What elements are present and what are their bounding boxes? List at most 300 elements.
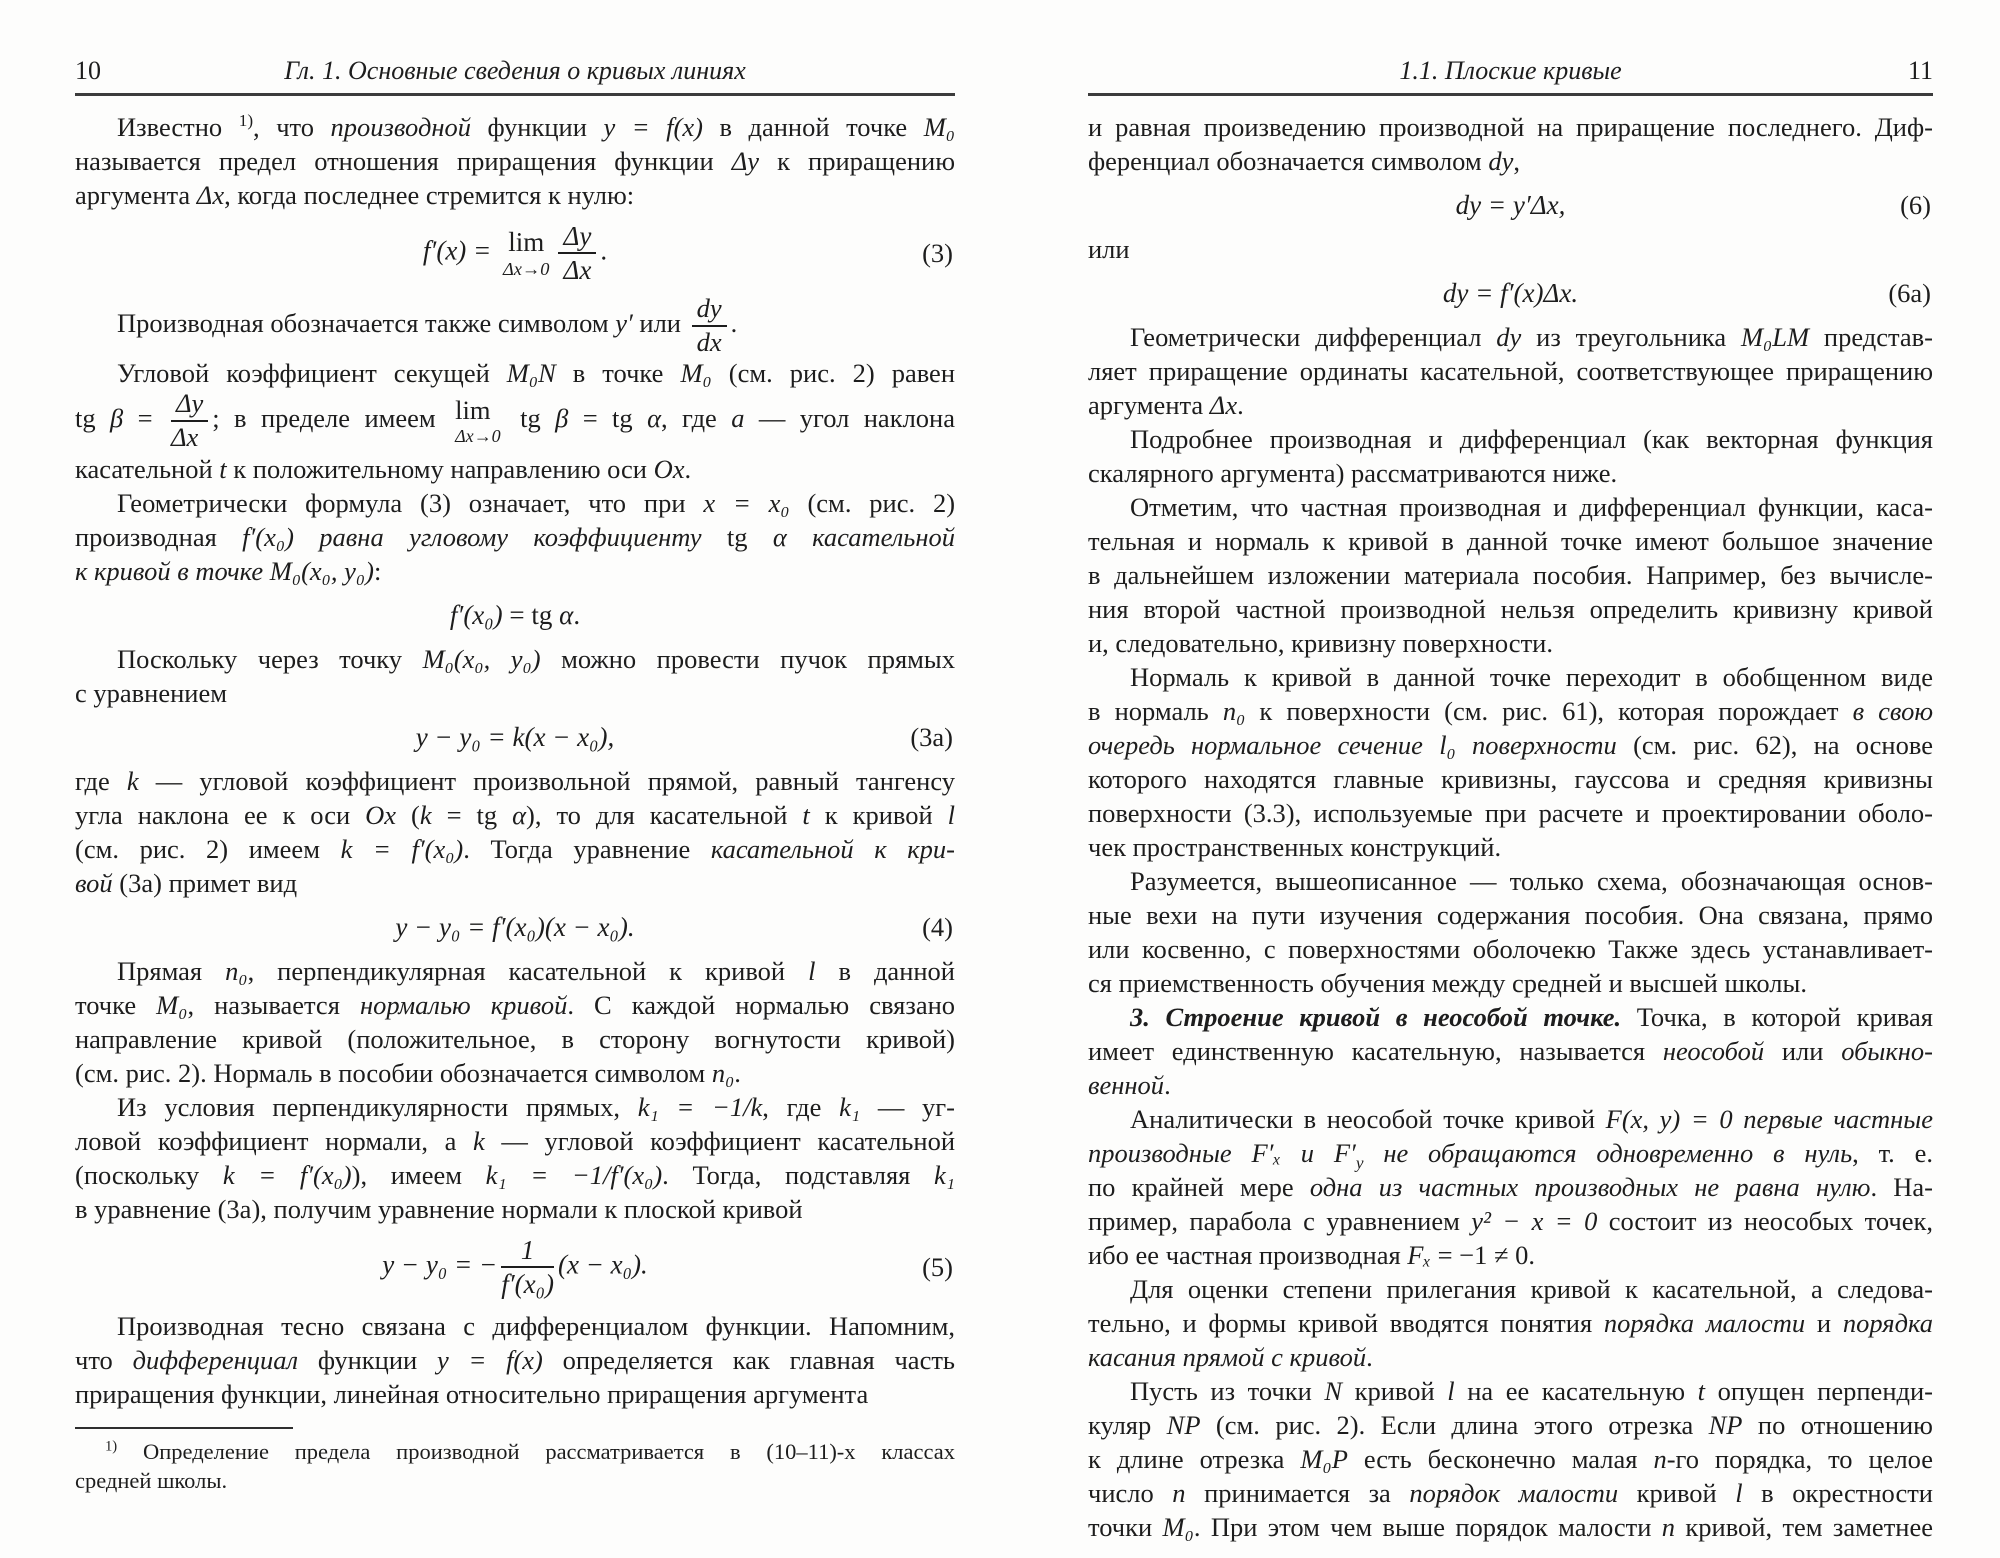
text-run: Подробнее производная и дифференциал (как векторная функция bbox=[1130, 424, 1933, 454]
text-run: ибо ее частная производная bbox=[1088, 1240, 1408, 1270]
text-run: 3. Строение кривой в неособой точке. bbox=[1130, 1002, 1622, 1032]
text-run: или bbox=[632, 307, 688, 338]
paragraph bbox=[1088, 110, 1933, 178]
text-run: (см. рис. 2). Если длина этого отрезка bbox=[1200, 1410, 1709, 1440]
limit-subscript: Δx→0 bbox=[503, 258, 550, 279]
text-line bbox=[75, 1158, 955, 1192]
text-line bbox=[1088, 388, 1933, 422]
text-run: M₀P bbox=[1300, 1444, 1348, 1474]
text-run: k bbox=[419, 799, 432, 830]
text-line bbox=[1088, 1034, 1933, 1068]
text-run: t bbox=[802, 799, 810, 830]
text-run: — угловой коэффициент произвольной прямой, равный тангенсу bbox=[138, 765, 955, 796]
text-run: y = f(x) bbox=[436, 1344, 543, 1375]
equation-body bbox=[416, 720, 615, 754]
text-line bbox=[75, 1192, 955, 1226]
text-line bbox=[1088, 110, 1933, 144]
paragraph bbox=[75, 642, 955, 710]
text-run: k₁ bbox=[839, 1091, 861, 1122]
text-run: скалярного аргумента) рассматриваются ниже. bbox=[1088, 458, 1618, 488]
text-run: нормалью кривой bbox=[359, 989, 568, 1020]
text-run: n bbox=[1172, 1478, 1186, 1508]
text-line bbox=[75, 676, 955, 710]
text-line bbox=[1088, 524, 1933, 558]
text-run: опущен перпенди- bbox=[1705, 1376, 1933, 1406]
paragraph bbox=[75, 764, 955, 900]
text-run: тельная и нормаль к кривой в данной точке имеют большое значение bbox=[1088, 526, 1933, 556]
text-run: представ- bbox=[1809, 322, 1933, 352]
text-run: чек пространственных конструкций. bbox=[1088, 832, 1502, 862]
text-line bbox=[75, 520, 955, 554]
text-line bbox=[1088, 1170, 1933, 1204]
text-line bbox=[1088, 660, 1933, 694]
text-run: , когда последнее стремится к нулю: bbox=[224, 180, 635, 210]
text-run: или bbox=[1764, 1036, 1842, 1066]
fraction bbox=[558, 222, 596, 285]
text-line bbox=[75, 1022, 955, 1056]
equation-number: (3а) bbox=[910, 721, 953, 752]
text-run: аргумента bbox=[75, 180, 197, 210]
text-line bbox=[1088, 830, 1933, 864]
text-run: . Тогда уравнение bbox=[463, 833, 711, 864]
text-run: . bbox=[1164, 1070, 1171, 1100]
text-run: в данной bbox=[815, 955, 955, 986]
text-line bbox=[1088, 1272, 1933, 1306]
text-run: . Тогда, подставляя bbox=[662, 1159, 935, 1190]
text-line bbox=[1088, 966, 1933, 1000]
text-run: . bbox=[1237, 390, 1244, 420]
text-run: есть бесконечно малая bbox=[1347, 1444, 1654, 1474]
text-line bbox=[75, 1377, 955, 1411]
text-line bbox=[1088, 456, 1933, 490]
text-run: . bbox=[600, 235, 608, 266]
text-line bbox=[1088, 1510, 1933, 1544]
paragraph bbox=[75, 110, 955, 212]
fraction-numerator: Δy bbox=[558, 222, 596, 254]
text-run: , перпендикулярная касательной к кривой bbox=[247, 955, 809, 986]
text-line bbox=[1088, 898, 1933, 932]
fraction-denominator: Δx bbox=[170, 422, 199, 453]
text-run: принимается за bbox=[1185, 1478, 1410, 1508]
text-run: M₀ bbox=[1162, 1512, 1194, 1542]
text-run: ференциал обозначается символом bbox=[1088, 146, 1489, 176]
text-line bbox=[75, 1056, 955, 1090]
text-run: tg bbox=[726, 521, 773, 552]
paragraph bbox=[75, 356, 955, 486]
text-run: Прямая bbox=[117, 955, 226, 986]
text-run: — угловой коэффициент касательной bbox=[484, 1125, 955, 1156]
text-run: n₀ bbox=[711, 1057, 735, 1088]
text-run: , что bbox=[253, 112, 331, 142]
text-run: . На- bbox=[1870, 1172, 1933, 1202]
text-run: l bbox=[947, 799, 956, 830]
text-line bbox=[75, 178, 955, 212]
fraction-denominator: Δx bbox=[563, 255, 592, 286]
text-run: Для оценки степени прилегания кривой к касательной, а следова- bbox=[1130, 1274, 1933, 1304]
text-run: в свою bbox=[1852, 696, 1933, 726]
text-run: dy bbox=[1488, 146, 1514, 176]
text-run: -го порядка, то целое bbox=[1666, 1444, 1934, 1474]
text-run: 1) bbox=[238, 111, 254, 131]
equation bbox=[1088, 276, 1933, 310]
paragraph bbox=[75, 954, 955, 1090]
text-line bbox=[1088, 1238, 1933, 1272]
paragraph bbox=[1088, 1000, 1933, 1102]
text-run: y² − x = 0 bbox=[1471, 1206, 1598, 1236]
text-line bbox=[1088, 694, 1933, 728]
running-title: Гл. 1. Основные сведения о кривых линиях bbox=[284, 56, 746, 85]
equation bbox=[1088, 188, 1933, 222]
text-run: k₁ bbox=[934, 1159, 955, 1190]
text-run: Поскольку через точку bbox=[117, 643, 423, 674]
text-line bbox=[75, 144, 955, 178]
text-run: направление кривой (положительное, в сторону вогнутости кривой) bbox=[75, 1023, 955, 1054]
text-run: кривой, тем заметнее bbox=[1675, 1512, 1933, 1542]
text-run: Производная обозначается также символом bbox=[117, 307, 616, 338]
text-run: 1) bbox=[105, 1438, 118, 1455]
text-line bbox=[75, 866, 955, 900]
text-line bbox=[1088, 558, 1933, 592]
text-run: Аналитически в неособой точке кривой bbox=[1130, 1104, 1606, 1134]
text-run: называется предел отношения приращения функции bbox=[75, 146, 732, 176]
equation-body bbox=[423, 222, 607, 285]
fraction-denominator: f′(x₀) bbox=[501, 1269, 554, 1300]
text-run: f′(x) = bbox=[422, 235, 499, 266]
text-run: α bbox=[559, 599, 574, 630]
text-run: . bbox=[734, 1057, 741, 1088]
limit-operator bbox=[455, 394, 501, 447]
text-run: , т. е. bbox=[1852, 1138, 1933, 1168]
text-run: β bbox=[555, 403, 569, 434]
text-run: ), имеем bbox=[351, 1159, 486, 1190]
text-run: F(x, y) = 0 bbox=[1605, 1104, 1733, 1134]
text-run: dy = f′(x)Δx. bbox=[1442, 278, 1579, 308]
text-run: Известно bbox=[117, 112, 239, 142]
text-run: производные F′ₓ и F′ bbox=[1088, 1138, 1356, 1168]
equation bbox=[75, 720, 955, 754]
text-run: касательной bbox=[75, 453, 220, 484]
text-run: , называется bbox=[187, 989, 360, 1020]
text-run: по крайней мере bbox=[1088, 1172, 1310, 1202]
text-line bbox=[1088, 490, 1933, 524]
text-run: состоит из неособых точек, bbox=[1597, 1206, 1933, 1236]
text-run: что bbox=[75, 1344, 133, 1375]
text-run: в данной точке bbox=[702, 112, 924, 142]
page-body-left bbox=[75, 110, 955, 1495]
text-line bbox=[75, 1437, 955, 1466]
text-run: = tg bbox=[502, 599, 560, 630]
text-run: k bbox=[472, 1125, 485, 1156]
paragraph bbox=[75, 292, 955, 357]
text-run: касания прямой с кривой bbox=[1088, 1342, 1367, 1372]
text-run: очередь нормальное сечение l₀ поверхности bbox=[1088, 730, 1617, 760]
text-run: Геометрически дифференциал bbox=[1130, 322, 1497, 352]
paragraph bbox=[75, 1090, 955, 1226]
paragraph bbox=[1088, 1374, 1933, 1544]
text-line bbox=[1088, 728, 1933, 762]
text-run bbox=[1733, 1104, 1744, 1134]
text-run: в дальнейшем изложении материала пособия. Например, без вычисле- bbox=[1088, 560, 1933, 590]
text-run: tg bbox=[505, 403, 556, 434]
fraction bbox=[501, 1236, 554, 1299]
text-run: M₀ bbox=[923, 112, 955, 142]
equation-number: (3) bbox=[922, 238, 953, 269]
text-run: ные вехи на пути изучения содержания пособия. Она связана, прямо bbox=[1088, 900, 1933, 930]
text-run: ляет приращение ординаты касательной, соответствующее приращению bbox=[1088, 356, 1933, 386]
fraction-denominator: dx bbox=[696, 326, 722, 357]
text-line bbox=[75, 954, 955, 988]
text-run: кривой bbox=[1342, 1376, 1448, 1406]
text-line bbox=[75, 764, 955, 798]
text-run: имеет единственную касательную, называется bbox=[1088, 1036, 1663, 1066]
text-line bbox=[75, 1309, 955, 1343]
text-run: и, следовательно, кривизну поверхности. bbox=[1088, 628, 1553, 658]
text-run: α bbox=[512, 799, 527, 830]
text-run: l bbox=[808, 955, 816, 986]
paragraph bbox=[75, 486, 955, 588]
text-run: l bbox=[1735, 1478, 1743, 1508]
text-run: Нормаль к кривой в данной точке переходит в обобщенном виде bbox=[1130, 662, 1933, 692]
text-run: пример, парабола с уравнением bbox=[1088, 1206, 1472, 1236]
text-run: к поверхности (см. рис. 61), которая порождает bbox=[1245, 696, 1853, 726]
text-line bbox=[1088, 796, 1933, 830]
text-line bbox=[1088, 932, 1933, 966]
equation bbox=[75, 598, 955, 632]
text-run: k bbox=[126, 765, 139, 796]
fraction-numerator: 1 bbox=[501, 1236, 554, 1268]
text-line bbox=[1088, 232, 1933, 266]
text-run: y − y₀ = − bbox=[382, 1249, 498, 1280]
text-run: ), то для касательной bbox=[526, 799, 803, 830]
paragraph bbox=[1088, 1272, 1933, 1374]
text-run: Δy bbox=[731, 146, 760, 176]
text-run: , где bbox=[661, 403, 732, 434]
text-run: . bbox=[730, 307, 738, 338]
text-line bbox=[1088, 1068, 1933, 1102]
text-run: ( bbox=[396, 799, 420, 830]
text-line bbox=[1088, 1340, 1933, 1374]
text-run: касательной к кри- bbox=[710, 833, 955, 864]
paragraph bbox=[1088, 422, 1933, 490]
paragraph bbox=[1088, 320, 1933, 422]
text-run: в окрестности bbox=[1742, 1478, 1933, 1508]
text-run: — уг- bbox=[860, 1091, 955, 1122]
text-run: одна из частных производных не равна нулю bbox=[1309, 1172, 1871, 1202]
text-line bbox=[1088, 1408, 1933, 1442]
text-run: = bbox=[123, 403, 167, 434]
page-number: 11 bbox=[1907, 56, 1933, 85]
fraction-numerator: dy bbox=[692, 295, 727, 327]
text-run: (3а) примет вид bbox=[112, 867, 298, 898]
text-line bbox=[1088, 1102, 1933, 1136]
text-run: f′(x₀) bbox=[449, 599, 503, 630]
text-run: Δx bbox=[196, 180, 225, 210]
text-run: dy bbox=[1496, 322, 1522, 352]
text-run: k = f′(x₀) bbox=[340, 833, 464, 864]
text-run: порядок малости bbox=[1409, 1478, 1619, 1508]
text-run: или bbox=[1088, 234, 1130, 264]
text-run: = −1 ≠ 0. bbox=[1431, 1240, 1536, 1270]
text-line bbox=[1088, 592, 1933, 626]
text-line bbox=[1088, 1136, 1933, 1173]
equation bbox=[75, 910, 955, 944]
footnote bbox=[75, 1437, 955, 1495]
text-run: к кривой в точке M₀(x₀, y₀) bbox=[75, 555, 374, 586]
text-line bbox=[1088, 626, 1933, 660]
text-run: ; в пределе имеем bbox=[212, 403, 451, 434]
text-run: поверхности (3.3), используемые при расчете и проектировании оболо- bbox=[1088, 798, 1933, 828]
text-run: Из условия перпендикулярности прямых, bbox=[117, 1091, 638, 1122]
text-run: тельно, и формы кривой вводятся понятия bbox=[1088, 1308, 1604, 1338]
equation-body bbox=[1443, 276, 1578, 310]
text-line bbox=[75, 1343, 955, 1377]
text-run: к приращению bbox=[759, 146, 955, 176]
text-run: M₀ bbox=[680, 358, 712, 389]
text-run: к длине отрезка bbox=[1088, 1444, 1301, 1474]
text-run: x = x₀ bbox=[703, 487, 790, 518]
fraction bbox=[692, 292, 727, 357]
text-line bbox=[1088, 762, 1933, 796]
text-line bbox=[75, 390, 955, 452]
text-run: n bbox=[1661, 1512, 1676, 1542]
text-run: угла наклона ее к оси bbox=[75, 799, 366, 830]
text-line bbox=[75, 798, 955, 832]
text-run: , bbox=[1513, 146, 1520, 176]
text-run: y − y₀ = k(x − x₀), bbox=[415, 721, 615, 752]
text-run: к кривой bbox=[809, 799, 948, 830]
text-run: не обращаются одновременно в нуль bbox=[1363, 1138, 1853, 1168]
text-run: которого находятся главные кривизны, гауссова и средняя кривизны bbox=[1088, 764, 1933, 794]
text-run: в точке bbox=[555, 358, 681, 389]
text-line bbox=[75, 110, 955, 144]
text-run: Ox bbox=[653, 453, 685, 484]
text-run: Геометрически формула (3) означает, что при bbox=[117, 487, 704, 518]
text-run: Отметим, что частная производная и дифференциал функции, каса- bbox=[1130, 492, 1933, 522]
text-run: число bbox=[1088, 1478, 1173, 1508]
text-run: dy = y′Δx, bbox=[1455, 190, 1566, 220]
text-run: куляр bbox=[1088, 1410, 1167, 1440]
text-run: Пусть из точки bbox=[1130, 1376, 1325, 1406]
text-run: M₀LM bbox=[1740, 322, 1810, 352]
text-run: с уравнением bbox=[75, 677, 227, 708]
text-run: неособой bbox=[1662, 1036, 1765, 1066]
text-run: = tg bbox=[568, 403, 648, 434]
text-run: k = f′(x₀) bbox=[222, 1159, 352, 1190]
page-body-right bbox=[1088, 110, 1933, 1544]
text-line bbox=[1088, 320, 1933, 354]
text-run: первые частные bbox=[1743, 1104, 1934, 1134]
text-run: f′(x₀) равна угловому коэффициенту bbox=[242, 521, 727, 552]
text-run: где bbox=[75, 765, 127, 796]
text-run: вой bbox=[75, 867, 113, 898]
equation-body bbox=[382, 1236, 648, 1299]
text-line bbox=[75, 1090, 955, 1124]
text-run: (см. рис. 2). Нормаль в пособии обозначается символом bbox=[75, 1057, 712, 1088]
fraction-numerator: Δy bbox=[171, 390, 208, 422]
text-run: дифференциал bbox=[132, 1344, 299, 1375]
text-run: n₀ bbox=[225, 955, 248, 986]
limit-subscript: Δx→0 bbox=[455, 426, 501, 447]
text-run: Определение предела производной рассматривается в (10–11)-х классах bbox=[117, 1438, 955, 1464]
text-run: (см. рис. 2) bbox=[789, 487, 956, 518]
text-run: определяется как главная часть bbox=[542, 1344, 955, 1375]
text-line bbox=[75, 452, 955, 486]
text-run: по отношению bbox=[1742, 1410, 1933, 1440]
limit-label: lim bbox=[508, 226, 545, 257]
text-run: венной bbox=[1088, 1070, 1165, 1100]
text-run: tg bbox=[75, 403, 111, 434]
text-run: . bbox=[684, 453, 692, 484]
text-run: средней школы. bbox=[75, 1467, 228, 1493]
text-line bbox=[1088, 144, 1933, 178]
text-run: k₁ = −1/k bbox=[637, 1091, 763, 1122]
text-run: Разумеется, вышеописанное — только схема, обозначающая основ- bbox=[1130, 866, 1933, 896]
text-run: y bbox=[1355, 1153, 1364, 1173]
text-run: : bbox=[373, 555, 382, 586]
footnote-rule bbox=[75, 1427, 293, 1429]
text-run: на ее касательную bbox=[1454, 1376, 1698, 1406]
text-run: k₁ = −1/f′(x₀) bbox=[485, 1159, 663, 1190]
paragraph bbox=[1088, 232, 1933, 266]
text-run: y = f(x) bbox=[603, 112, 703, 142]
text-line bbox=[75, 832, 955, 866]
text-run: — угол наклона bbox=[744, 403, 955, 434]
text-run: n bbox=[1653, 1444, 1667, 1474]
text-run: производной bbox=[330, 112, 471, 142]
equation-body bbox=[395, 910, 634, 944]
text-run: n₀ bbox=[1222, 696, 1246, 726]
text-run: y′ bbox=[615, 307, 633, 338]
limit-operator bbox=[503, 226, 550, 279]
text-run: y − y₀ = f′(x₀)(x − x₀). bbox=[395, 911, 635, 942]
text-run: и bbox=[1805, 1308, 1843, 1338]
equation-body bbox=[450, 598, 580, 632]
text-run: Fₓ bbox=[1407, 1240, 1431, 1270]
text-run: = tg bbox=[431, 799, 513, 830]
running-title: 1.1. Плоские кривые bbox=[1399, 56, 1622, 85]
text-run: ся приемственность обучения между средней и высшей школы. bbox=[1088, 968, 1807, 998]
text-run: к положительному направлению оси bbox=[226, 453, 654, 484]
text-line bbox=[75, 642, 955, 676]
text-line bbox=[1088, 1306, 1933, 1340]
text-run: порядка bbox=[1842, 1308, 1933, 1338]
text-run: t bbox=[219, 453, 227, 484]
text-line bbox=[1088, 1442, 1933, 1476]
equation-number: (6) bbox=[1900, 190, 1931, 220]
text-run: можно провести пучок прямых bbox=[540, 643, 955, 674]
text-run: производная bbox=[75, 521, 243, 552]
text-run: α bbox=[647, 403, 661, 434]
text-line bbox=[1088, 864, 1933, 898]
paragraph bbox=[1088, 864, 1933, 1000]
text-run: ния второй частной производной нельзя определить кривизну кривой bbox=[1088, 594, 1933, 624]
text-line bbox=[75, 486, 955, 520]
text-run: порядка малости bbox=[1603, 1308, 1806, 1338]
text-line bbox=[75, 988, 955, 1022]
text-line bbox=[75, 356, 955, 390]
text-run: t bbox=[1697, 1376, 1706, 1406]
paragraph bbox=[1088, 660, 1933, 864]
text-run: α касательной bbox=[772, 521, 955, 552]
text-run: a bbox=[731, 403, 745, 434]
text-line bbox=[75, 1466, 955, 1495]
text-line bbox=[1088, 1000, 1933, 1034]
text-run: (см. рис. 62), на основе bbox=[1616, 730, 1933, 760]
text-run: , где bbox=[762, 1091, 840, 1122]
text-line bbox=[1088, 422, 1933, 456]
text-run: M₀(x₀, y₀) bbox=[422, 643, 541, 674]
equation bbox=[75, 1236, 955, 1299]
